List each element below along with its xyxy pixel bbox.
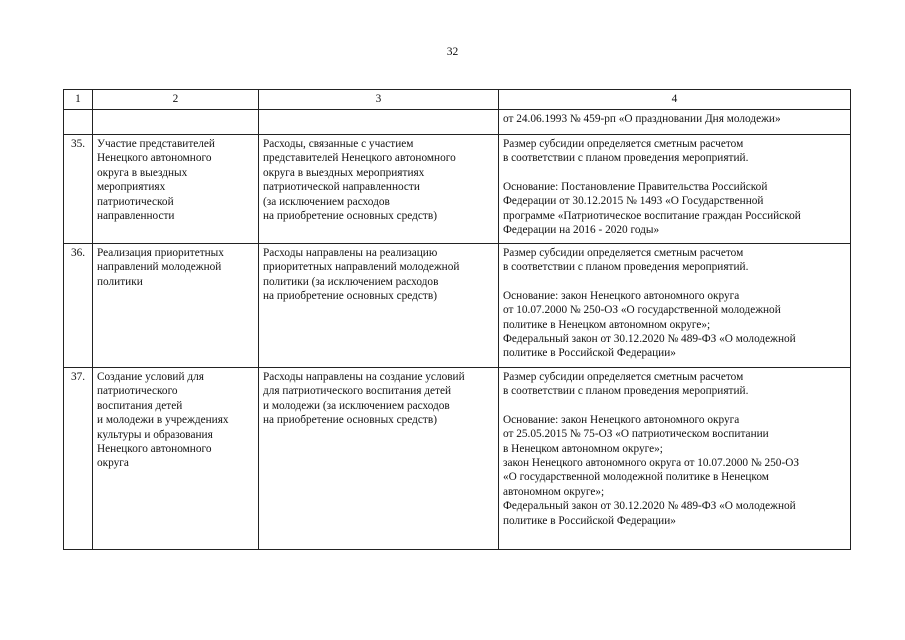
text-line: воспитания детей [97,399,183,412]
text-line: в соответствии с планом проведения мероприятий. [503,152,749,165]
text-line: Основание: закон Ненецкого автономного округа [503,413,740,426]
column-header: 3 [259,90,499,110]
text-line: для патриотического воспитания детей [263,385,452,398]
text-line: культуры и образования [97,428,213,441]
text-line: Реализация приоритетных [97,247,224,259]
text-line: на приобретение основных средств) [263,290,437,303]
text-line: мероприятиях [97,181,166,194]
text-line: в Ненецком автономном округе»; [503,442,663,455]
text-line: от 24.06.1993 № 459-рп «О праздновании Дня молодежи» [503,113,781,125]
text-line: программе «Патриотическое воспитание граждан Российской [503,209,801,222]
text-line: политике в Российской Федерации» [503,514,676,527]
text-line: патриотического [97,385,178,398]
text-line: от 10.07.2000 № 250-ОЗ «О государственной молодежной [503,304,781,317]
text-line: приоритетных направлений молодежной [263,261,460,274]
row-number: 36. [64,244,93,368]
text-line: патриотической направленности [263,181,420,194]
text-line: политики (за исключением расходов [263,275,439,288]
page-number: 32 [446,46,459,58]
budget-items-table [63,89,851,550]
table-row [64,368,851,550]
column-header: 4 [499,90,851,110]
cell-basis [499,244,851,368]
text-line: Участие представителей [97,138,215,150]
paragraph-gap [503,275,846,289]
text-line: округа [97,457,129,470]
row-number: 37. [64,368,93,550]
text-line: «О государственной молодежной политике в Ненецком [503,471,769,484]
paragraph-gap [503,399,846,413]
row-number: 35. [64,135,93,244]
text-line: Создание условий для [97,371,204,383]
text-line: Размер субсидии определяется сметным расчетом [503,371,744,383]
cell-item [93,368,259,550]
column-header: 1 [64,90,93,110]
text-line: на приобретение основных средств) [263,414,437,427]
text-line: Расходы направлены на реализацию [263,247,438,259]
text-line: на приобретение основных средств) [263,210,437,223]
text-line: Ненецкого автономного [97,152,212,165]
text-line: от 25.05.2015 № 75-ОЗ «О патриотическом воспитании [503,428,769,441]
text-line: политике в Ненецком автономном округе»; [503,318,711,331]
text-line: Основание: закон Ненецкого автономного округа [503,289,740,302]
table-row-continuation [64,110,851,135]
cell-basis [499,368,851,550]
text-line: Ненецкого автономного [97,443,212,456]
text-line: Размер субсидии определяется сметным расчетом [503,138,744,150]
text-line: закон Ненецкого автономного округа от 10.07.2000 № 250-ОЗ [503,457,800,470]
text-line: и молодежи в учреждениях [97,414,229,427]
column-header: 2 [93,90,259,110]
cell-basis [499,110,851,135]
text-line: Размер субсидии определяется сметным расчетом [503,247,744,259]
text-line: (за исключением расходов [263,195,390,208]
cell-num [64,110,93,135]
text-line: Федеральный закон от 30.12.2020 № 489-ФЗ «О молодежной [503,333,796,346]
text-line: Основание: Постановление Правительства Российской [503,180,768,193]
text-line: в соответствии с планом проведения мероприятий. [503,385,749,398]
cell-description [259,244,499,368]
cell-description [259,368,499,550]
text-line: Расходы направлены на создание условий [263,371,465,383]
cell-description [259,110,499,135]
table-header-row [64,90,851,110]
cell-basis [499,135,851,244]
text-line: патриотической [97,195,174,208]
text-line: политике в Российской Федерации» [503,347,676,360]
text-line: и молодежи (за исключением расходов [263,399,450,412]
cell-item [93,244,259,368]
paragraph-gap [503,166,846,180]
text-line: направлений молодежной [97,261,222,274]
table-row [64,244,851,368]
text-line: округа в выездных [97,166,188,179]
text-line: представителей Ненецкого автономного [263,152,456,165]
text-line: Федерации на 2016 - 2020 годы» [503,224,660,237]
text-line: Расходы, связанные с участием [263,138,414,150]
cell-description [259,135,499,244]
text-line: политики [97,275,143,288]
text-line: округа в выездных мероприятиях [263,166,425,179]
text-line: автономном округе»; [503,485,605,498]
text-line: направленности [97,210,175,223]
table-row [64,135,851,244]
cell-item [93,110,259,135]
text-line: в соответствии с планом проведения мероприятий. [503,261,749,274]
text-line: Федерации от 30.12.2015 № 1493 «О Государственной [503,195,764,208]
cell-item [93,135,259,244]
text-line: Федеральный закон от 30.12.2020 № 489-ФЗ «О молодежной [503,500,796,513]
